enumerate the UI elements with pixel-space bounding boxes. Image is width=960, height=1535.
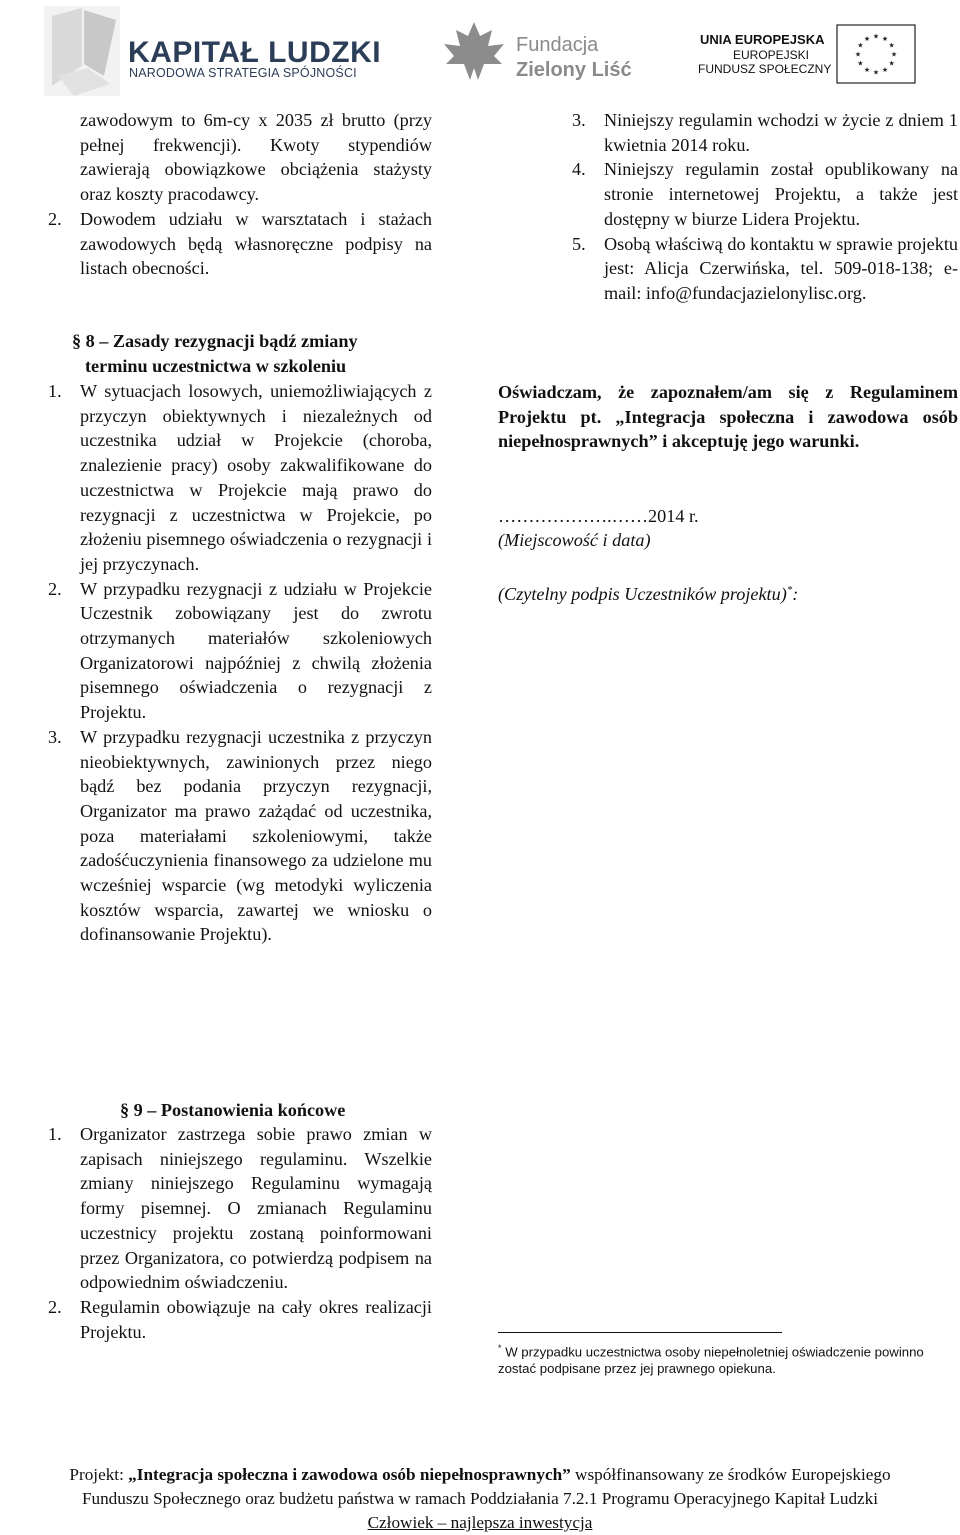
footer-line2: Funduszu Społecznego oraz budżetu państwa w ramach Poddziałania 7.2.1 Programu Operacyjnego Kapitał Ludzki — [81, 1489, 879, 1508]
footnote-divider — [498, 1332, 782, 1333]
kapital-ludzki-emblem-icon — [44, 6, 124, 98]
list-item — [572, 157, 958, 231]
eu-star-icon: ★ — [890, 50, 898, 59]
item-text: Organizator zastrzega sobie prawo zmian w zapisach niniejszego regulaminu. Wszelkie zmiany niniejszego Regulaminu wymagają formy pisemnej. O zmianach Regulaminu uczestnicy projektu zostaną poinformowani przez Organizatora, co potwierdzą podpisem na odpowiednim oświadczeniu. — [80, 1124, 432, 1293]
footer-line1-pre: Projekt: — [69, 1465, 129, 1484]
list-item — [48, 1295, 432, 1344]
item-number: 2. — [48, 1296, 62, 1317]
footnote-mark: * — [498, 1343, 502, 1353]
footnote-text: W przypadku uczestnictwa osoby niepełnoletniej oświadczenie powinno zostać podpisane przez jej prawnego opiekuna. — [498, 1344, 924, 1377]
list-item — [48, 1122, 432, 1295]
right-column-list — [572, 108, 958, 306]
eu-star-icon: ★ — [872, 68, 880, 77]
ue-line3: FUNDUSZ SPOŁECZNY — [698, 62, 832, 76]
section-8-heading — [72, 329, 452, 378]
list-item — [572, 232, 958, 306]
footer-line3: Człowiek – najlepsza inwestycja — [367, 1513, 593, 1532]
item-number: 4. — [572, 159, 586, 180]
section-8-title-line2: terminu uczestnictwa w szkoleniu — [85, 355, 347, 376]
signature-label: (Czytelny podpis Uczestników projektu) — [498, 584, 787, 605]
section-8-title-line1: § 8 – Zasady rezygnacji bądź zmiany — [72, 331, 358, 351]
fundacja-line1: Fundacja — [516, 34, 599, 56]
cont-paragraph: zawodowym to 6m-cy x 2035 zł brutto (przy pełnej frekwencji). Kwoty stypendiów zawierają obowiązkowe obciążenia stażysty oraz koszty pracodawcy. — [80, 110, 432, 205]
item-number: 1. — [48, 1124, 62, 1144]
eu-star-icon: ★ — [881, 34, 889, 43]
eu-star-icon: ★ — [888, 41, 895, 50]
item-number: 2. — [48, 208, 62, 229]
place-date-label: (Miejscowość i data) — [498, 530, 651, 550]
item-number: 5. — [572, 233, 586, 254]
item-number: 3. — [48, 726, 62, 747]
eu-star-icon: ★ — [881, 66, 889, 75]
footnote — [498, 1340, 958, 1377]
kapital-ludzki-title: KAPITAŁ LUDZKI — [128, 36, 382, 69]
eu-star-icon: ★ — [863, 34, 871, 43]
fundacja-line2: Zielony Liść — [516, 59, 632, 81]
list-item — [48, 577, 432, 725]
eu-star-icon: ★ — [857, 41, 864, 50]
item-number: 3. — [572, 110, 586, 130]
eu-flag-icon — [836, 24, 916, 84]
kapital-ludzki-subtitle: NARODOWA STRATEGIA SPÓJNOŚCI — [129, 66, 357, 80]
eu-star-icon: ★ — [854, 50, 862, 59]
signature-colon: : — [792, 584, 799, 605]
section-9-list — [48, 1122, 432, 1344]
section-9-heading: § 9 – Postanowienia końcowe — [120, 1100, 346, 1120]
item-text: Niniejszy regulamin został opublikowany na stronie internetowej Projektu, a także jest dostępny w biurze Lidera Projektu. — [604, 159, 958, 229]
footer-project-title: „Integracja społeczna i zawodowa osób niepełnosprawnych” — [128, 1465, 571, 1484]
eu-star-icon: ★ — [872, 32, 880, 41]
item-number: 1. — [48, 381, 62, 401]
item-number: 2. — [48, 578, 62, 599]
section-8-list — [48, 379, 432, 947]
ue-line2: EUROPEJSKI — [733, 48, 810, 62]
list-item — [572, 108, 958, 157]
declaration-paragraph: Oświadczam, że zapoznałem/am się z Regulaminem Projektu pt. „Integracja społeczna i zawodowa osób niepełnosprawnych” i akceptuję jego warunki. — [498, 382, 958, 452]
item-text: W sytuacjach losowych, uniemożliwiających z przyczyn obiektywnych i niezależnych od uczestnika udział w Projekcie (choroba, znalezienie pracy) osoby zakwalifikowane do uczestnictwa w Projekcie mają prawo do rezygnacji z uczestnictwa w Projekcie, po złożeniu pisemnego oświadczenia o rezygnacji i jej przyczynach. — [80, 381, 432, 574]
eu-star-icon: ★ — [888, 59, 895, 68]
item-text: W przypadku rezygnacji uczestnika z przyczyn nieobiektywnych, zawinionych przez niego bądź bez podania przyczyn rezygnacji, Organizator ma prawo zażądać od uczestnika, poza materiałami szkoleniowymi, także zadośćuczynienia finansowego za udzielone mu wcześniej wsparcie (wg metodyki wyliczenia kosztów wsparcia, zawartej we wniosku o dofinansowanie Projektu). — [80, 726, 432, 945]
footer-line1 — [0, 1463, 960, 1487]
item-text: Niniejszy regulamin wchodzi w życie z dniem 1 kwietnia 2014 roku. — [604, 110, 958, 155]
list-item — [48, 725, 432, 947]
eu-star-icon: ★ — [857, 59, 864, 68]
item-text: Dowodem udziału w warsztatach i stażach zawodowych będą własnoręczne podpisy na listach obecności. — [80, 208, 432, 279]
list-item — [48, 207, 432, 281]
maple-leaf-icon — [440, 20, 508, 84]
date-line: ……………….……2014 r. — [498, 506, 699, 526]
signature-footnote-mark: * — [786, 584, 793, 596]
eu-star-icon: ★ — [863, 66, 871, 75]
item-text: Osobą właściwą do kontaktu w sprawie projektu jest: Alicja Czerwińska, tel. 509-018-138; e-mail: info@fundacjazielonylisc.org. — [604, 233, 958, 303]
item-text: W przypadku rezygnacji z udziału w Projekcie Uczestnik zobowiązany jest do zwrotu otrzymanych materiałów szkoleniowych Organizatorowi najpóźniej z chwilą złożenia pisemnego oświadczenia o rezygnacji z Projektu. — [80, 578, 432, 723]
list-item — [48, 379, 432, 577]
footer-line1-post: współfinansowany ze środków Europejskiego — [570, 1465, 891, 1484]
left-column — [48, 108, 432, 281]
signature-label-line — [498, 578, 958, 607]
ue-line1: UNIA EUROPEJSKA — [700, 32, 825, 47]
item-text: Regulamin obowiązuje na cały okres realizacji Projektu. — [80, 1296, 432, 1342]
